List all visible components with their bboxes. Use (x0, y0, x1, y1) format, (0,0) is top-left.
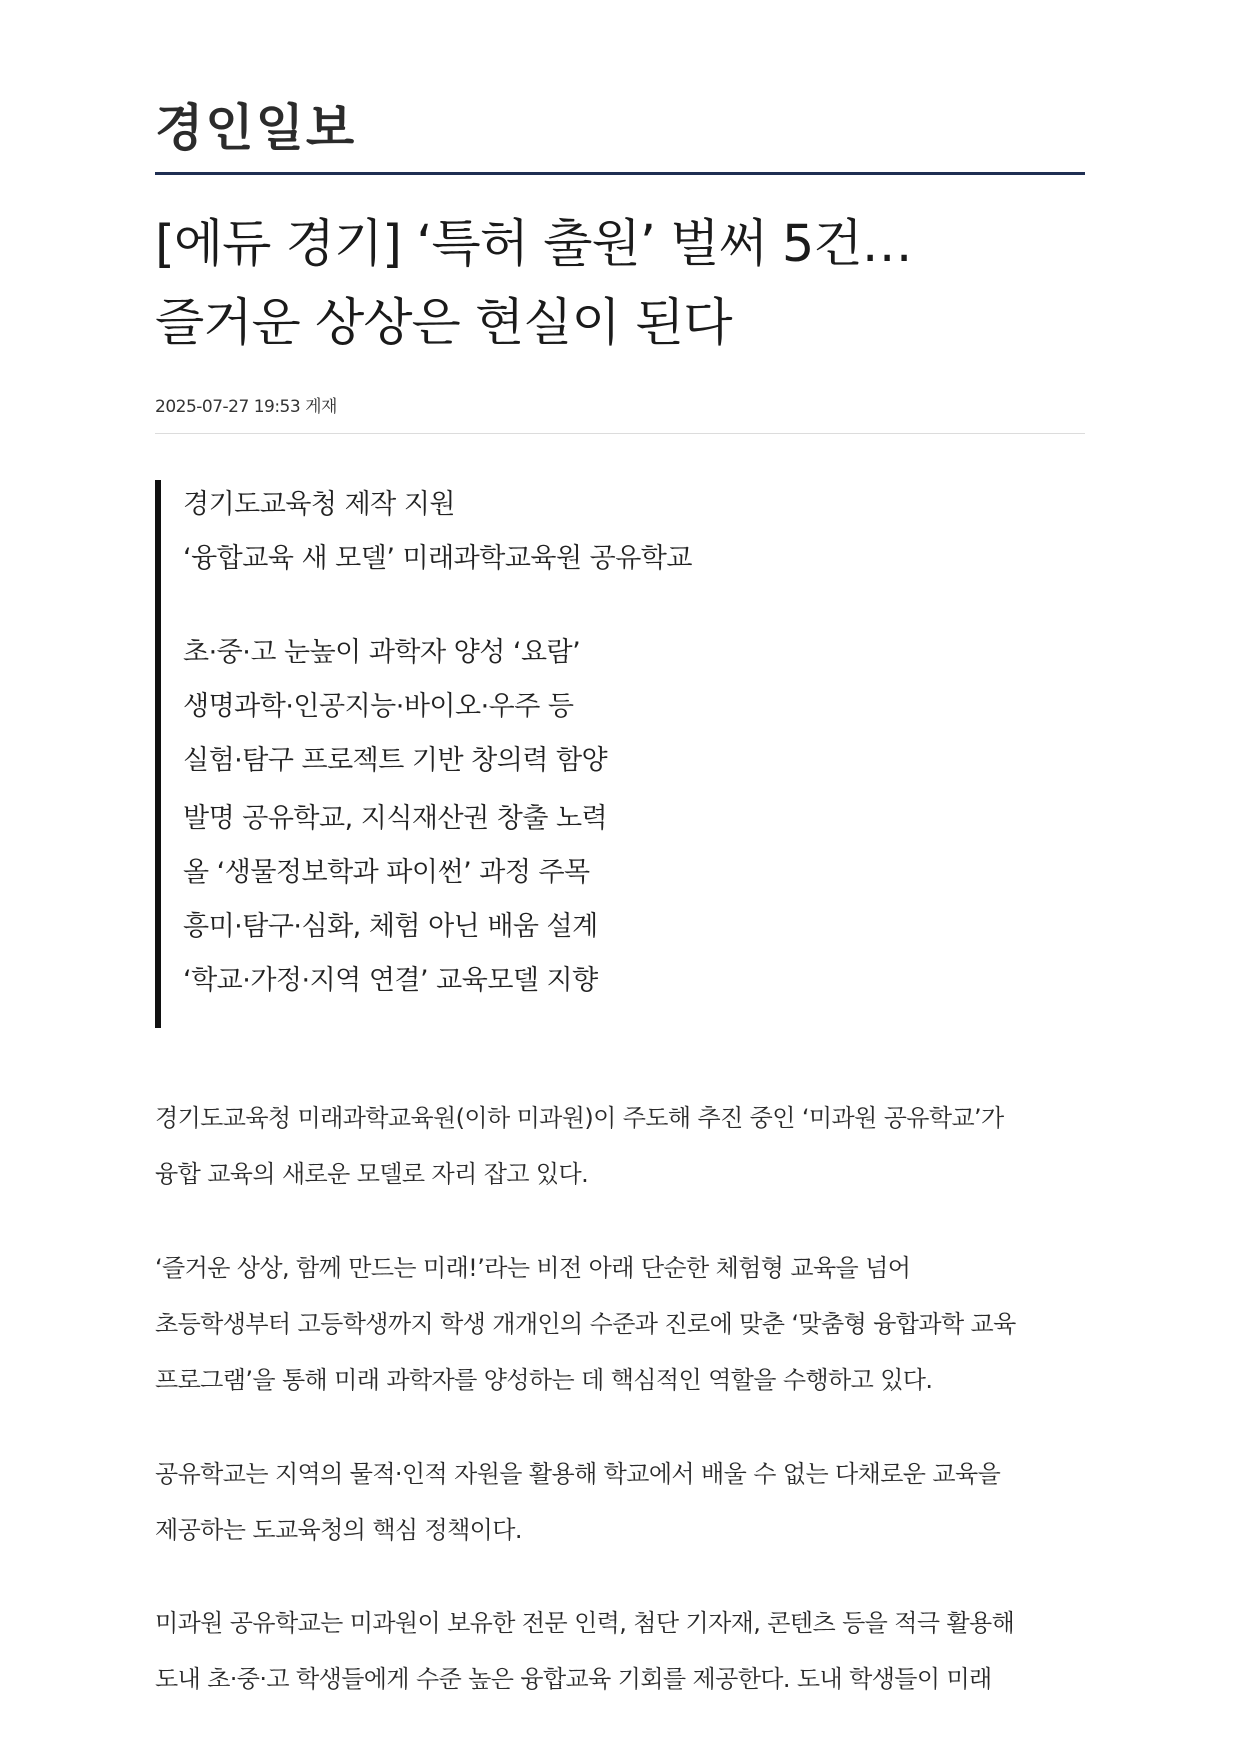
paragraph-line: 경기도교육청 미래과학교육원(이하 미과원)이 주도해 추진 중인 ‘미과원 공유학교’가 (155, 1104, 1004, 1132)
paragraph-line: 공유학교는 지역의 물적·인적 자원을 활용해 학교에서 배울 수 없는 다채로운 교육을 (155, 1460, 1001, 1488)
headline-line: 즐거운 상상은 현실이 된다 (155, 294, 732, 353)
paragraph-line: 도내 초·중·고 학생들에게 수준 높은 융합교육 기회를 제공한다. 도내 학생들이 미래 (155, 1665, 992, 1693)
subheading-box (155, 480, 1061, 1028)
masthead-logo[interactable]: 경인일보 (155, 98, 357, 157)
article-paragraph (155, 1446, 1000, 1558)
paragraph-line: 제공하는 도교육청의 핵심 정책이다. (155, 1516, 522, 1544)
subheading-line: ‘융합교육 새 모델’ 미래과학교육원 공유학교 (183, 543, 692, 574)
subheading-group (183, 626, 607, 788)
subheading-line: ‘학교·가정·지역 연결’ 교육모델 지향 (183, 965, 598, 996)
subheading-line: 발명 공유학교, 지식재산권 창출 노력 (183, 803, 608, 834)
article-dateline: 2025-07-27 19:53 게재 (155, 397, 337, 417)
subheading-line: 흥미·탐구·심화, 체험 아닌 배움 설계 (183, 911, 598, 942)
article-headline (155, 205, 1085, 363)
article-paragraph (155, 1240, 1016, 1408)
subheading-line: 실험·탐구 프로젝트 기반 창의력 함양 (183, 745, 608, 776)
subheading-line: 올 ‘생물정보학과 파이썬’ 과정 주목 (183, 857, 590, 888)
subheading-group (183, 478, 692, 586)
subheading-group (183, 792, 607, 1008)
subheading-line: 초·중·고 눈높이 과학자 양성 ‘요람’ (183, 637, 581, 668)
paragraph-line: 초등학생부터 고등학생까지 학생 개개인의 수준과 진로에 맞춘 ‘맞춤형 융합과학 교육 (155, 1310, 1016, 1338)
paragraph-line: 융합 교육의 새로운 모델로 자리 잡고 있다. (155, 1160, 589, 1188)
headline-line: [에듀 경기] ‘특허 출원’ 벌써 5건… (155, 215, 912, 274)
masthead-divider (155, 172, 1085, 175)
subheading-line: 생명과학·인공지능·바이오·우주 등 (183, 691, 574, 722)
subheading-line: 경기도교육청 제작 지원 (183, 489, 455, 520)
article-paragraph (155, 1090, 1004, 1202)
paragraph-line: ‘즐거운 상상, 함께 만드는 미래!’라는 비전 아래 단순한 체험형 교육을 넘어 (155, 1254, 911, 1282)
paragraph-line: 미과원 공유학교는 미과원이 보유한 전문 인력, 첨단 기자재, 콘텐츠 등을 적극 활용해 (155, 1609, 1015, 1637)
article-paragraph (155, 1595, 1014, 1707)
header-divider (155, 433, 1085, 434)
paragraph-line: 프로그램’을 통해 미래 과학자를 양성하는 데 핵심적인 역할을 수행하고 있다. (155, 1366, 933, 1394)
